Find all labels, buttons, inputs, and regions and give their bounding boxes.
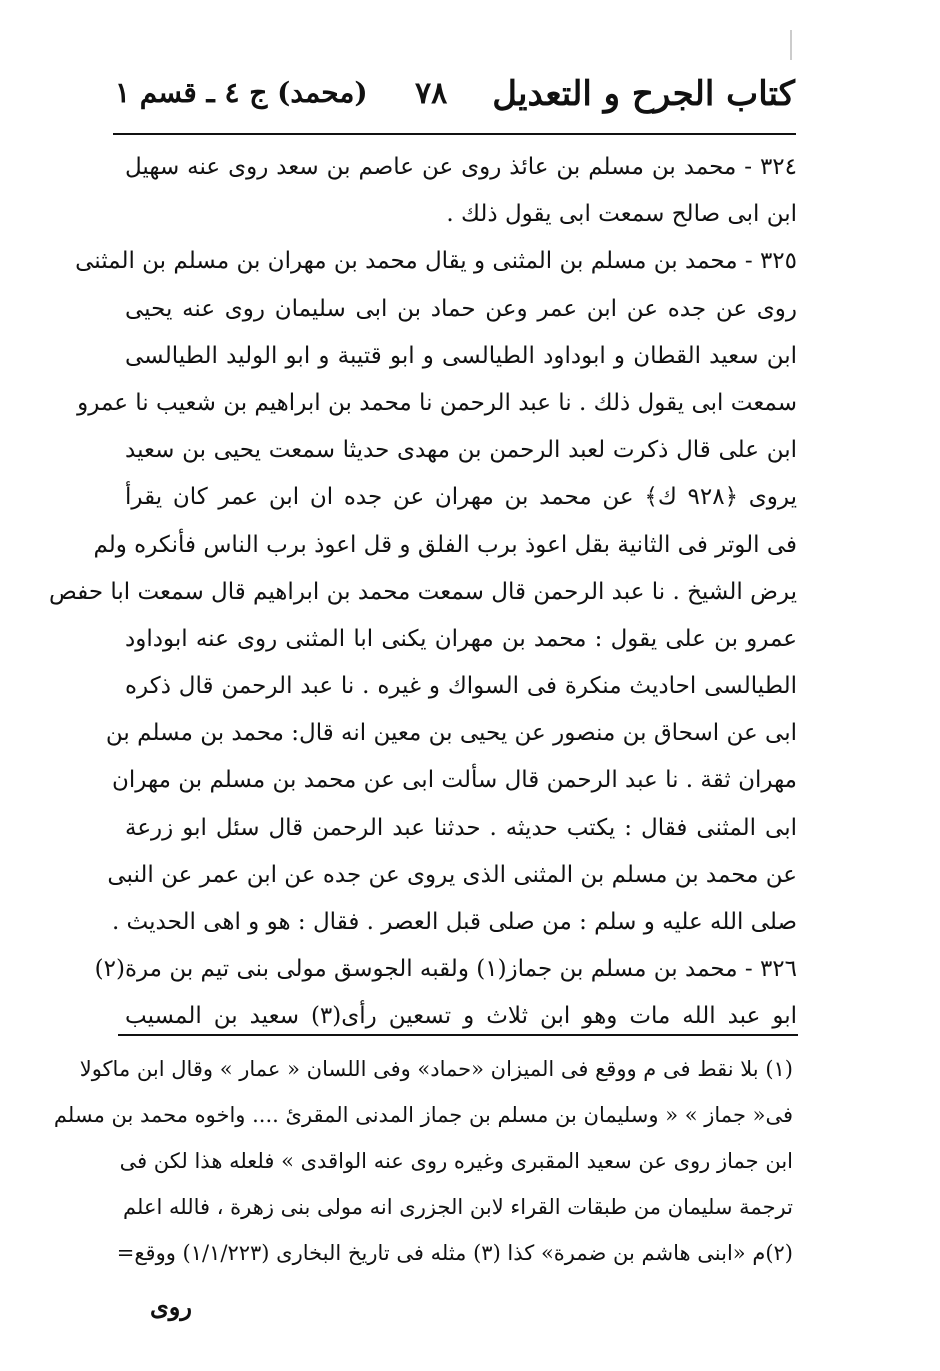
text-line: ٣٢٥ - محمد بن مسلم بن المثنى و يقال محمد بن مهران بن مسلم بن المثنى [75,248,797,275]
footnote-line: ابن جماز روى عن سعيد المقبرى وغيره روى عنه الواقدى » فلعله هذا لكن فى [119,1149,793,1173]
text-line: صلى الله عليه و سلم : من صلى قبل العصر . فقال : هو و اهى الحديث . [111,909,797,935]
volume-part: (محمد) ج ٤ ـ قسم ١ [115,76,368,109]
text-line: عن محمد بن مسلم بن المثنى الذى يروى عن جده عن ابن عمر عن النبى [107,861,797,888]
page-number: ٧٨ [415,76,448,111]
header-rule [113,133,796,135]
main-text [49,144,797,1041]
text-line: روى عن جده عن ابن عمر وعن حماد بن ابى سليمان روى عنه يحيى [125,295,797,322]
book-title: كتاب الجرح و التعديل [492,74,795,114]
scan-speck [790,30,792,60]
text-line: ابن سعيد القطان و ابوداود الطيالسى و ابو قتيبة و ابو الوليد الطيالسى [125,342,797,369]
text-line: ابن ابى صالح سمعت ابى يقول ذلك . [446,201,797,228]
text-line: مهران ثقة . نا عبد الرحمن قال سألت ابى عن محمد بن مسلم بن مهران [112,767,797,794]
text-line: سمعت ابى يقول ذلك . نا عبد الرحمن نا محمد بن ابراهيم بن شعيب نا عمرو [77,389,797,416]
catchword: روى [150,1292,192,1321]
text-line: الطيالسى احاديث منكرة فى السواك و غيره . نا عبد الرحمن قال ذكره [125,673,797,700]
text-line: يرض الشيخ . نا عبد الرحمن قال سمعت محمد بن ابراهيم قال سمعت ابا حفص [49,578,797,605]
text-line: ٣٢٤ - محمد بن مسلم بن عائذ روى عن عاصم بن سعد روى عنه سهيل [125,154,797,180]
text-line: ابو عبد الله مات وهو ابن ثلاث و تسعين رأى(٣) سعيد بن المسيب [125,1003,797,1030]
footnotes [53,1046,793,1276]
text-line: فى الوتر فى الثانية بقل اعوذ برب الفلق و قل اعوذ برب الناس فأنكره ولم [93,531,797,558]
footnote-line: (٢)م «ابنى هاشم بن ضمرة» كذا (٣) مثله فى تاريخ البخارى (١/١/٢٢٣) ووقع= [116,1241,793,1265]
page-header [115,70,795,122]
text-line: ٣٢٦ - محمد بن مسلم بن جماز(١) ولقبه الجوسق مولى بنى تيم بن مرة(٢) [94,956,797,983]
text-line: ابى المثنى فقال : يكتب حديثه . حدثنا عبد الرحمن قال سئل ابو زرعة [125,814,797,841]
text-line: يروى ﴿٩٢٨ ك﴾ عن محمد بن مهران عن جده ان ابن عمر كان يقرأ [125,484,797,511]
text-line: ابى عن اسحاق بن منصور عن يحيى بن معين انه قال: محمد بن مسلم بن [105,720,797,747]
text-line: ابن على قال ذكرت لعبد الرحمن بن مهدى حديثا سمعت يحيى بن سعيد [125,437,797,464]
footnote-line: فى« جماز » « وسليمان بن مسلم بن جماز المدنى المقرئ .... واخوه محمد بن مسلم [53,1103,793,1127]
footnote-line: (١) بلا نقط فى م ووقع فى الميزان «حماد» وفى اللسان « عمار » وقال ابن ماكولا [79,1057,793,1081]
text-line: عمرو بن على يقول : محمد بن مهران يكنى ابا المثنى روى عنه ابوداود [125,625,797,652]
footnote-rule [118,1034,798,1036]
footnote-line: ترجمة سليمان من طبقات القراء لابن الجزرى انه مولى بنى زهرة ، فالله اعلم [123,1195,793,1219]
